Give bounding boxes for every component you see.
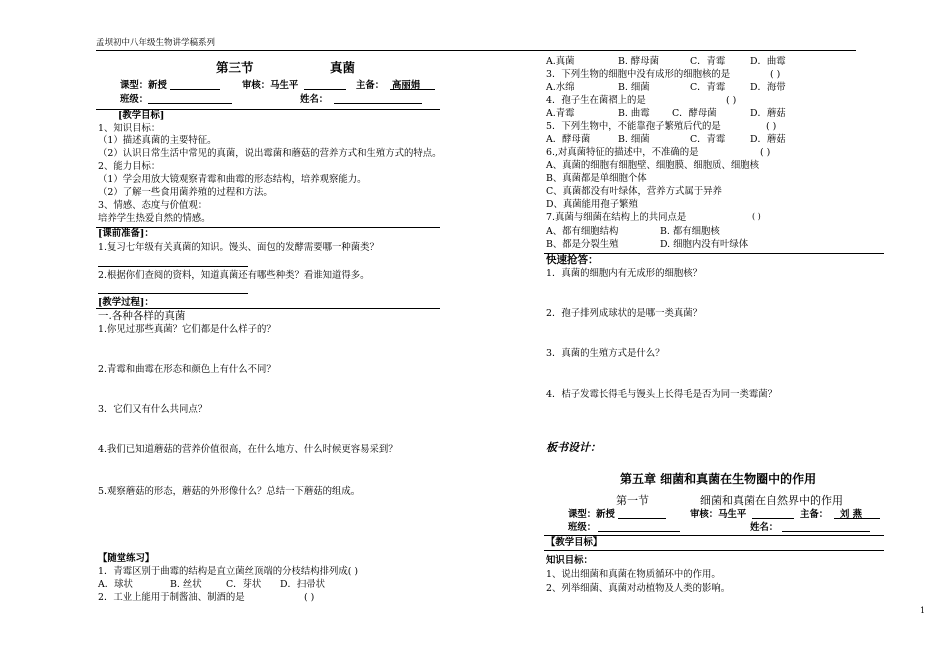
process-heading: [教学过程]： xyxy=(98,297,154,308)
prep-heading: [课前准备]： xyxy=(98,228,154,239)
rule xyxy=(96,308,440,309)
option: C、真菌都没有叶绿体，营养方式属于异养 xyxy=(546,186,722,197)
answer-paren[interactable]: ( ) xyxy=(760,147,771,158)
goal-line: （2）了解一些食用菌养殖的过程和方法。 xyxy=(98,187,273,198)
quiz-question: 3．下列生物的细胞中没有成形的细胞核的是 xyxy=(546,69,731,80)
header-rule xyxy=(96,50,856,51)
course-type: 课型：新授 xyxy=(120,80,167,91)
name-blank[interactable] xyxy=(782,522,870,532)
knowledge-heading: 知识目标： xyxy=(546,555,593,566)
answer-paren[interactable]: ( ) xyxy=(726,95,737,106)
board-design-heading: 板书设计： xyxy=(546,441,601,454)
goal-line: （1）描述真菌的主要特征。 xyxy=(98,135,217,146)
option: A.青霉 xyxy=(546,108,575,119)
name-label: 姓名： xyxy=(300,94,329,105)
practice-option: B. 丝状 xyxy=(170,579,202,590)
section-number: 第一节 xyxy=(616,494,649,507)
process-question: 3．它们又有什么共同点？ xyxy=(98,404,208,415)
page-number: 1 xyxy=(920,606,926,615)
option: A．酵母菌 xyxy=(546,134,591,145)
goal-line: 2、能力目标： xyxy=(98,161,161,172)
underline xyxy=(752,509,794,519)
option: C．青霉 xyxy=(690,134,726,145)
page-header: 孟坝初中八年级生物讲学稿系列 xyxy=(96,38,216,48)
option: D、真菌能用孢子繁殖 xyxy=(546,199,638,210)
knowledge-item: 1、说出细菌和真菌在物质循环中的作用。 xyxy=(546,569,721,580)
option: D．蘑菇 xyxy=(750,134,786,145)
answer-paren[interactable]: ( ) xyxy=(766,121,777,132)
option: C．酵母菌 xyxy=(672,108,717,119)
process-question: 2.青霉和曲霉在形态和颜色上有什么不同？ xyxy=(98,364,276,375)
class-label: 班级： xyxy=(120,94,149,105)
class-blank[interactable] xyxy=(148,94,232,104)
goal-line: 1、知识目标： xyxy=(98,123,161,134)
option: D．蘑菇 xyxy=(750,108,786,119)
goal-line: （1）学会用放大镜观察青霉和曲霉的形态结构，培养观察能力。 xyxy=(98,174,367,185)
practice-question: 1．青霉区别于曲霉的结构是直立菌丝顶端的分枝结构排列成( ) xyxy=(98,566,359,577)
option: D. 细胞内没有叶绿体 xyxy=(660,239,749,250)
answer-line[interactable] xyxy=(98,266,248,267)
option: A、真菌的细胞有细胞壁、细胞膜、细胞质、细胞核 xyxy=(546,160,760,171)
underline xyxy=(390,80,435,90)
quick-question: 4．桔子发霉长得毛与馒头上长得毛是否为同一类霉菌？ xyxy=(546,389,777,400)
lead-name: 高丽娟 xyxy=(392,80,421,91)
quiz-question: 4．孢子生在菌褶上的是 xyxy=(546,95,646,106)
option: B、真菌都是单细胞个体 xyxy=(546,173,647,184)
class-label: 班级： xyxy=(568,522,597,533)
process-question: 4.我们已知道蘑菇的营养价值很高，在什么地方、什么时候更容易采到？ xyxy=(98,444,398,455)
section-number: 第三节 xyxy=(216,60,254,75)
answer-paren[interactable]: ( ) xyxy=(752,212,761,221)
section-title: 细菌和真菌在自然界中的作用 xyxy=(700,494,843,507)
rule xyxy=(544,550,884,551)
answer-paren[interactable]: ( ) xyxy=(304,592,315,603)
prep-item: 1.复习七年级有关真菌的知识。馒头、面包的发酵需要哪一种菌类？ xyxy=(98,242,379,253)
process-subheading: 一.各种各样的真菌 xyxy=(98,310,186,322)
name-label: 姓名： xyxy=(750,522,779,533)
goal-line: 3、情感、态度与价值观： xyxy=(98,200,208,211)
option: B. 都有细胞核 xyxy=(660,226,720,237)
process-question: 1.你见过那些真菌？它们都是什么样子的？ xyxy=(98,324,276,335)
process-question: 5.观察蘑菇的形态，蘑菇的外形像什么？总结一下蘑菇的组成。 xyxy=(98,486,361,497)
underline xyxy=(834,509,880,519)
quick-answer-heading: 快速抢答： xyxy=(546,254,599,266)
option: C．青霉 xyxy=(690,82,726,93)
practice-heading: 【随堂练习】 xyxy=(98,553,155,564)
class-blank[interactable] xyxy=(598,522,680,532)
practice-option: D．扫帚状 xyxy=(280,579,326,590)
option: B. 酵母菌 xyxy=(618,56,659,67)
knowledge-item: 2、列举细菌、真菌对动植物及人类的影响。 xyxy=(546,583,731,594)
course-type: 课型：新授 xyxy=(568,509,615,520)
answer-paren[interactable]: ( ) xyxy=(770,69,781,80)
option: D．海带 xyxy=(750,82,786,93)
option: C．青霉 xyxy=(690,56,726,67)
option: A.水绵 xyxy=(546,82,575,93)
prep-item: 2.根据你们查阅的资料，知道真菌还有哪些种类？看谁知道得多。 xyxy=(98,270,370,281)
name-blank[interactable] xyxy=(334,94,422,104)
option: A.真菌 xyxy=(546,56,575,67)
quick-question: 3．真菌的生殖方式是什么？ xyxy=(546,348,665,359)
option: B. 细菌 xyxy=(618,134,650,145)
lead-name: 刘 燕 xyxy=(840,509,863,520)
quiz-question: 5．下列生物中，不能靠孢子繁殖后代的是 xyxy=(546,121,721,132)
rule xyxy=(544,535,884,536)
reviewer: 审核：马生平 xyxy=(690,509,747,520)
goals-heading: [教学目标] xyxy=(118,110,165,121)
option: A、都有细胞结构 xyxy=(546,226,619,237)
answer-line[interactable] xyxy=(98,293,248,294)
practice-option: A．球状 xyxy=(98,579,133,590)
option: B、都是分裂生殖 xyxy=(546,239,619,250)
practice-question: 2．工业上能用于制酱油、制酒的是 xyxy=(98,592,245,603)
underline xyxy=(304,80,346,90)
lead-label: 主备： xyxy=(800,509,829,520)
quick-question: 1．真菌的细胞内有无成形的细胞核？ xyxy=(546,268,702,279)
option: B. 曲霉 xyxy=(618,108,650,119)
goal-line: （2）认识日常生活中常见的真菌，说出霉菌和蘑菇的营养方式和生殖方式的特点。 xyxy=(98,148,442,159)
underline xyxy=(618,509,666,519)
lead-label: 主备： xyxy=(356,80,385,91)
quick-question: 2．孢子排列成球状的是哪一类真菌？ xyxy=(546,308,702,319)
section-title: 真菌 xyxy=(330,60,356,75)
goal-line: 培养学生热爱自然的情感。 xyxy=(98,213,211,224)
quiz-question: 6.,对真菌特征的描述中，不准确的是 xyxy=(546,147,699,158)
chapter-title: 第五章 细菌和真菌在生物圈中的作用 xyxy=(620,472,817,486)
practice-option: C．芽状 xyxy=(226,579,262,590)
option: D．曲霉 xyxy=(750,56,786,67)
reviewer: 审核：马生平 xyxy=(242,80,299,91)
option: B. 细菌 xyxy=(618,82,650,93)
goals-heading: 【教学目标】 xyxy=(546,537,603,548)
underline xyxy=(170,80,220,90)
quiz-question: 7.真菌与细菌在结构上的共同点是 xyxy=(546,212,687,223)
